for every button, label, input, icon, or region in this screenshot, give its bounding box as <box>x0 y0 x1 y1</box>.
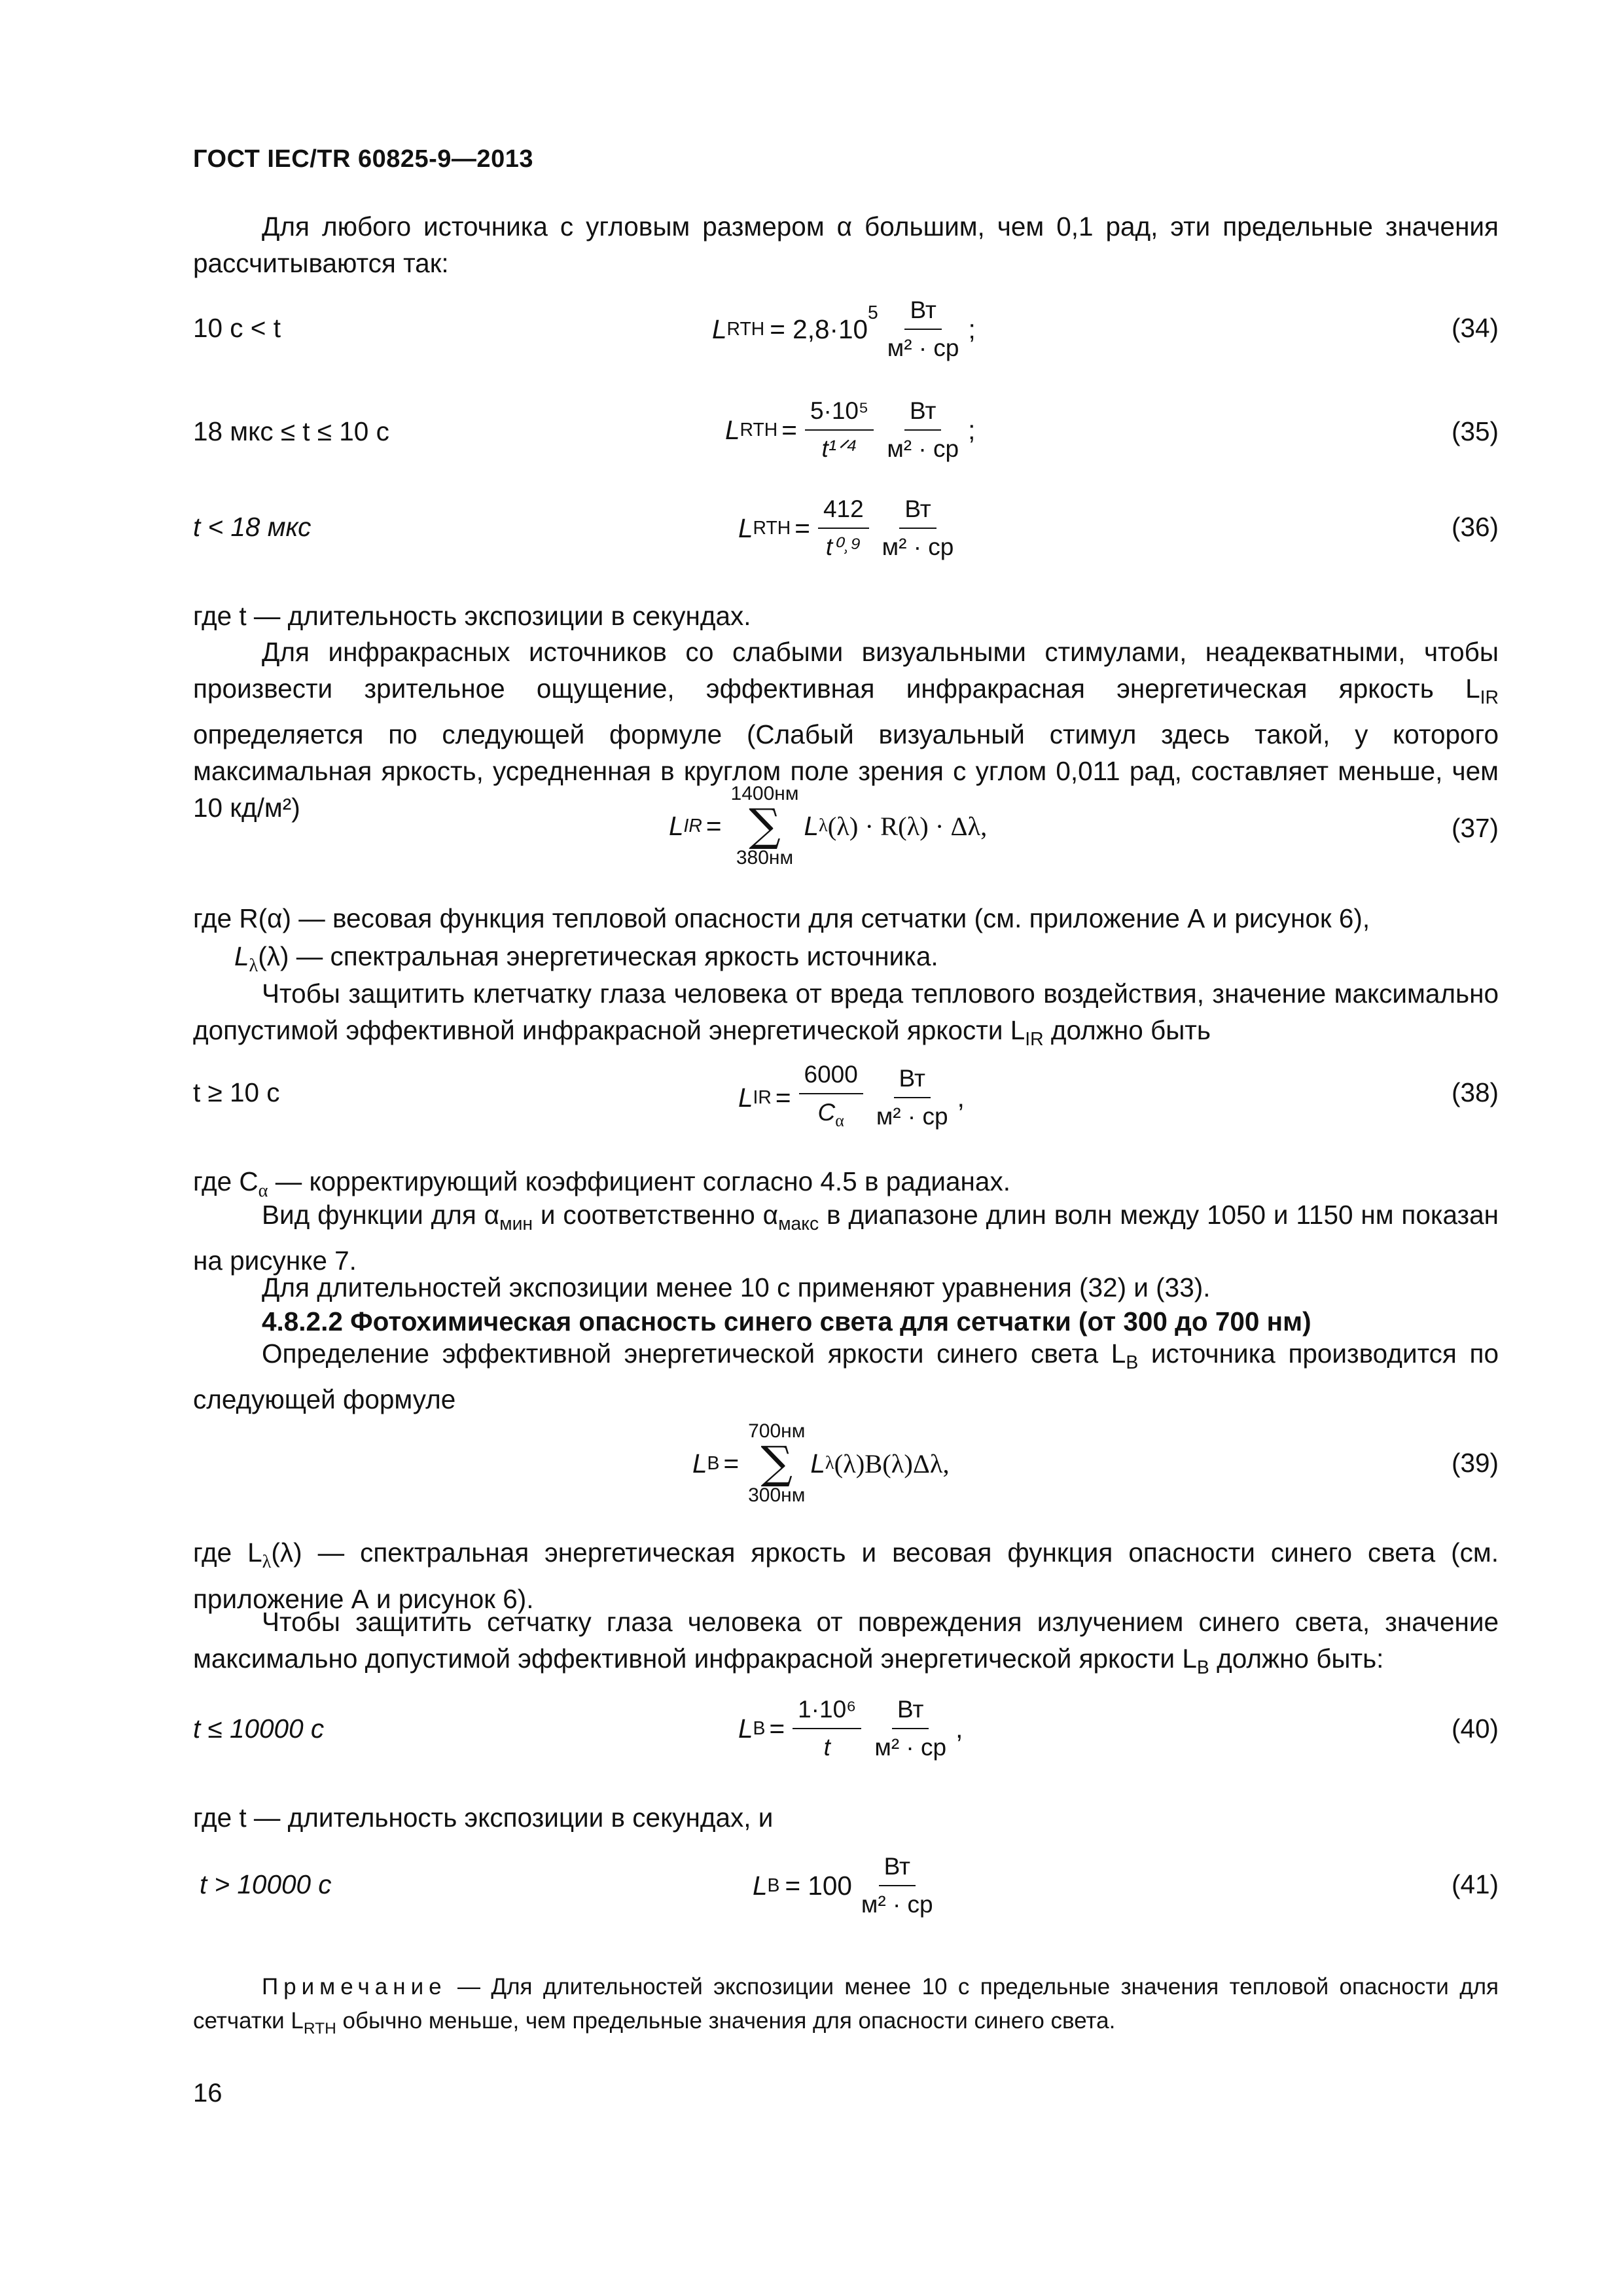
eq38-condition: t ≥ 10 с <box>193 1077 280 1107</box>
eq36-condition: t < 18 мкс <box>193 512 312 542</box>
note-label: Примечание <box>262 1974 447 2000</box>
eq34-formula: L RTH = 2,8·10 $^5$ $\frac{Вт}{\text{м² · ср}}$ ; <box>712 296 976 361</box>
eq41-number: (41) <box>1451 1869 1499 1899</box>
where-t-definition: где t — длительность экспозиции в секундах. <box>193 601 751 631</box>
eq38-number: (38) <box>1451 1077 1499 1107</box>
protect-paragraph: Чтобы защитить клетчатку глаза человека от вреда теплового воздействия, значение максимально допустимой эффективной инфракрасной энергетической яркости $L_{IR}$ должно быть <box>193 978 1499 1050</box>
eq39-formula: L B = 700нм ∑ 300нм L λ (λ)B(λ)Δλ, <box>692 1420 950 1506</box>
eq39-number: (39) <box>1451 1448 1499 1478</box>
blue-light-paragraph: Определение эффективной энергетической яркости синего света $L_B$ источника производится по следующей формуле <box>193 1338 1499 1415</box>
section-heading: 4.8.2.2 Фотохимическая опасность синего света для сетчатки (от 300 до 700 нм) <box>262 1306 1311 1336</box>
eq40-number: (40) <box>1451 1713 1499 1744</box>
eq37-number: (37) <box>1451 813 1499 843</box>
eq35-formula: L RTH = $\frac{\text{5·10⁵}}{\text{t¹ᐟ⁴}}$ $\frac{Вт}{\text{м² · ср}}$ ; <box>725 397 976 462</box>
eq34-number: (34) <box>1451 313 1499 343</box>
eq36-formula: L RTH = $\frac{412}{\text{t⁰˒⁹}}$ $\frac{Вт}{\text{м² · ср}}$ <box>738 495 963 562</box>
eq35-condition: 18 мкс ≤ t ≤ 10 с <box>193 416 389 446</box>
document-header: ГОСТ IEC/TR 60825-9—2013 <box>193 145 533 173</box>
eq40-condition: t ≤ 10000 с <box>193 1713 325 1744</box>
protect-blue-paragraph: Чтобы защитить сетчатку глаза человека от повреждения излучением синего света, значение максимально допустимой эффективной инфракрасной энергетической яркости $L_B$ должно быть: <box>193 1607 1499 1679</box>
where-L-definition: $L_\lambda(\lambda)$ — спектральная энергетическая яркость источника. <box>234 941 938 977</box>
intro-paragraph: Для любого источника с угловым размером α большим, чем 0,1 рад, эти предельные значения рассчитываются так: <box>193 211 1499 278</box>
where-t2-definition: где t — длительность экспозиции в секундах, и <box>193 1803 774 1833</box>
short-exposure-paragraph: Для длительностей экспозиции менее 10 с применяют уравнения (32) и (33). <box>262 1272 1211 1302</box>
eq38-formula: L IR = $\frac{6000}{C_\alpha}$ $\frac{Вт}{\text{м² · ср}}$ , <box>738 1060 965 1135</box>
eq35-fraction: $\frac{\text{5·10⁵}}{\text{t¹ᐟ⁴}}$ <box>805 397 874 463</box>
where-C-definition: где $C_\alpha$ — корректирующий коэффициент согласно 4.5 в радианах. <box>193 1166 1010 1202</box>
function-view-paragraph: Вид функции для $\alpha_{мин}$ и соответственно $\alpha_{макс}$ в диапазоне длин волн между 1050 и 1150 нм показан на рисунке 7. <box>193 1200 1499 1276</box>
page-number: 16 <box>193 2079 223 2108</box>
eq35-number: (35) <box>1451 416 1499 446</box>
eq41-formula: L B = 100 $\frac{Вт}{\text{м² · ср}}$ <box>753 1852 942 1919</box>
eq38-fraction: $\frac{6000}{C_\alpha}$ <box>799 1060 863 1135</box>
eq40-unit: $\frac{Вт}{\text{м² · ср}}$ <box>874 1696 947 1761</box>
eq38-unit: $\frac{Вт}{\text{м² · ср}}$ <box>876 1065 948 1130</box>
eq36-number: (36) <box>1451 512 1499 542</box>
eq40-formula: L B = $\frac{\text{1·10⁶}}{t}$ $\frac{Вт}{\text{м² · ср}}$ , <box>738 1696 963 1761</box>
eq39-sum-symbol: 700нм ∑ 300нм <box>748 1420 806 1506</box>
ir-paragraph: Для инфракрасных источников со слабыми визуальными стимулами, неадекватными, чтобы произвести зрительное ощущение, эффективная инфракрасная энергетическая яркость $L_{IR}$ определяется по следующей формуле (Слабый визуальный стимул здесь такой, у которого максимальная яркость, усредненная в круглом поле зрения с углом 0,011 рад, составляет меньше, чем 10 кд/м²) <box>193 637 1499 823</box>
where-L2-definition: где $L_\lambda(\lambda)$ — спектральная энергетическая яркость и весовая функция опасности синего света (см. приложение А и рисунок 6). <box>193 1537 1499 1615</box>
where-R-definition: где R(α) — весовая функция тепловой опасности для сетчатки (см. приложение А и рисунок 6), <box>193 903 1370 933</box>
eq34-unit: $\frac{Вт}{\text{м² · ср}}$ <box>887 296 959 361</box>
note-paragraph: Примечание — Для длительностей экспозиции менее 10 с предельные значения тепловой опасности для сетчатки $L_{RTH}$ обычно меньше, чем предельные значения для опасности синего света. <box>193 1974 1499 2037</box>
eq40-fraction: $\frac{\text{1·10⁶}}{t}$ <box>793 1695 861 1762</box>
eq41-unit: $\frac{Вт}{\text{м² · ср}}$ <box>861 1853 933 1918</box>
eq37-formula: L IR = 1400нм ∑ 380нм L λ (λ) · R(λ) · Δλ, <box>669 783 988 869</box>
eq37-sum-symbol: 1400нм ∑ 380нм <box>730 783 799 869</box>
eq36-fraction: $\frac{412}{\text{t⁰˒⁹}}$ <box>818 495 869 562</box>
eq41-condition: t > 10000 с <box>200 1869 332 1899</box>
eq34-condition: 10 с < t <box>193 313 281 343</box>
eq36-unit: $\frac{Вт}{\text{м² · ср}}$ <box>882 495 954 560</box>
eq35-unit: $\frac{Вт}{\text{м² · ср}}$ <box>887 397 959 462</box>
